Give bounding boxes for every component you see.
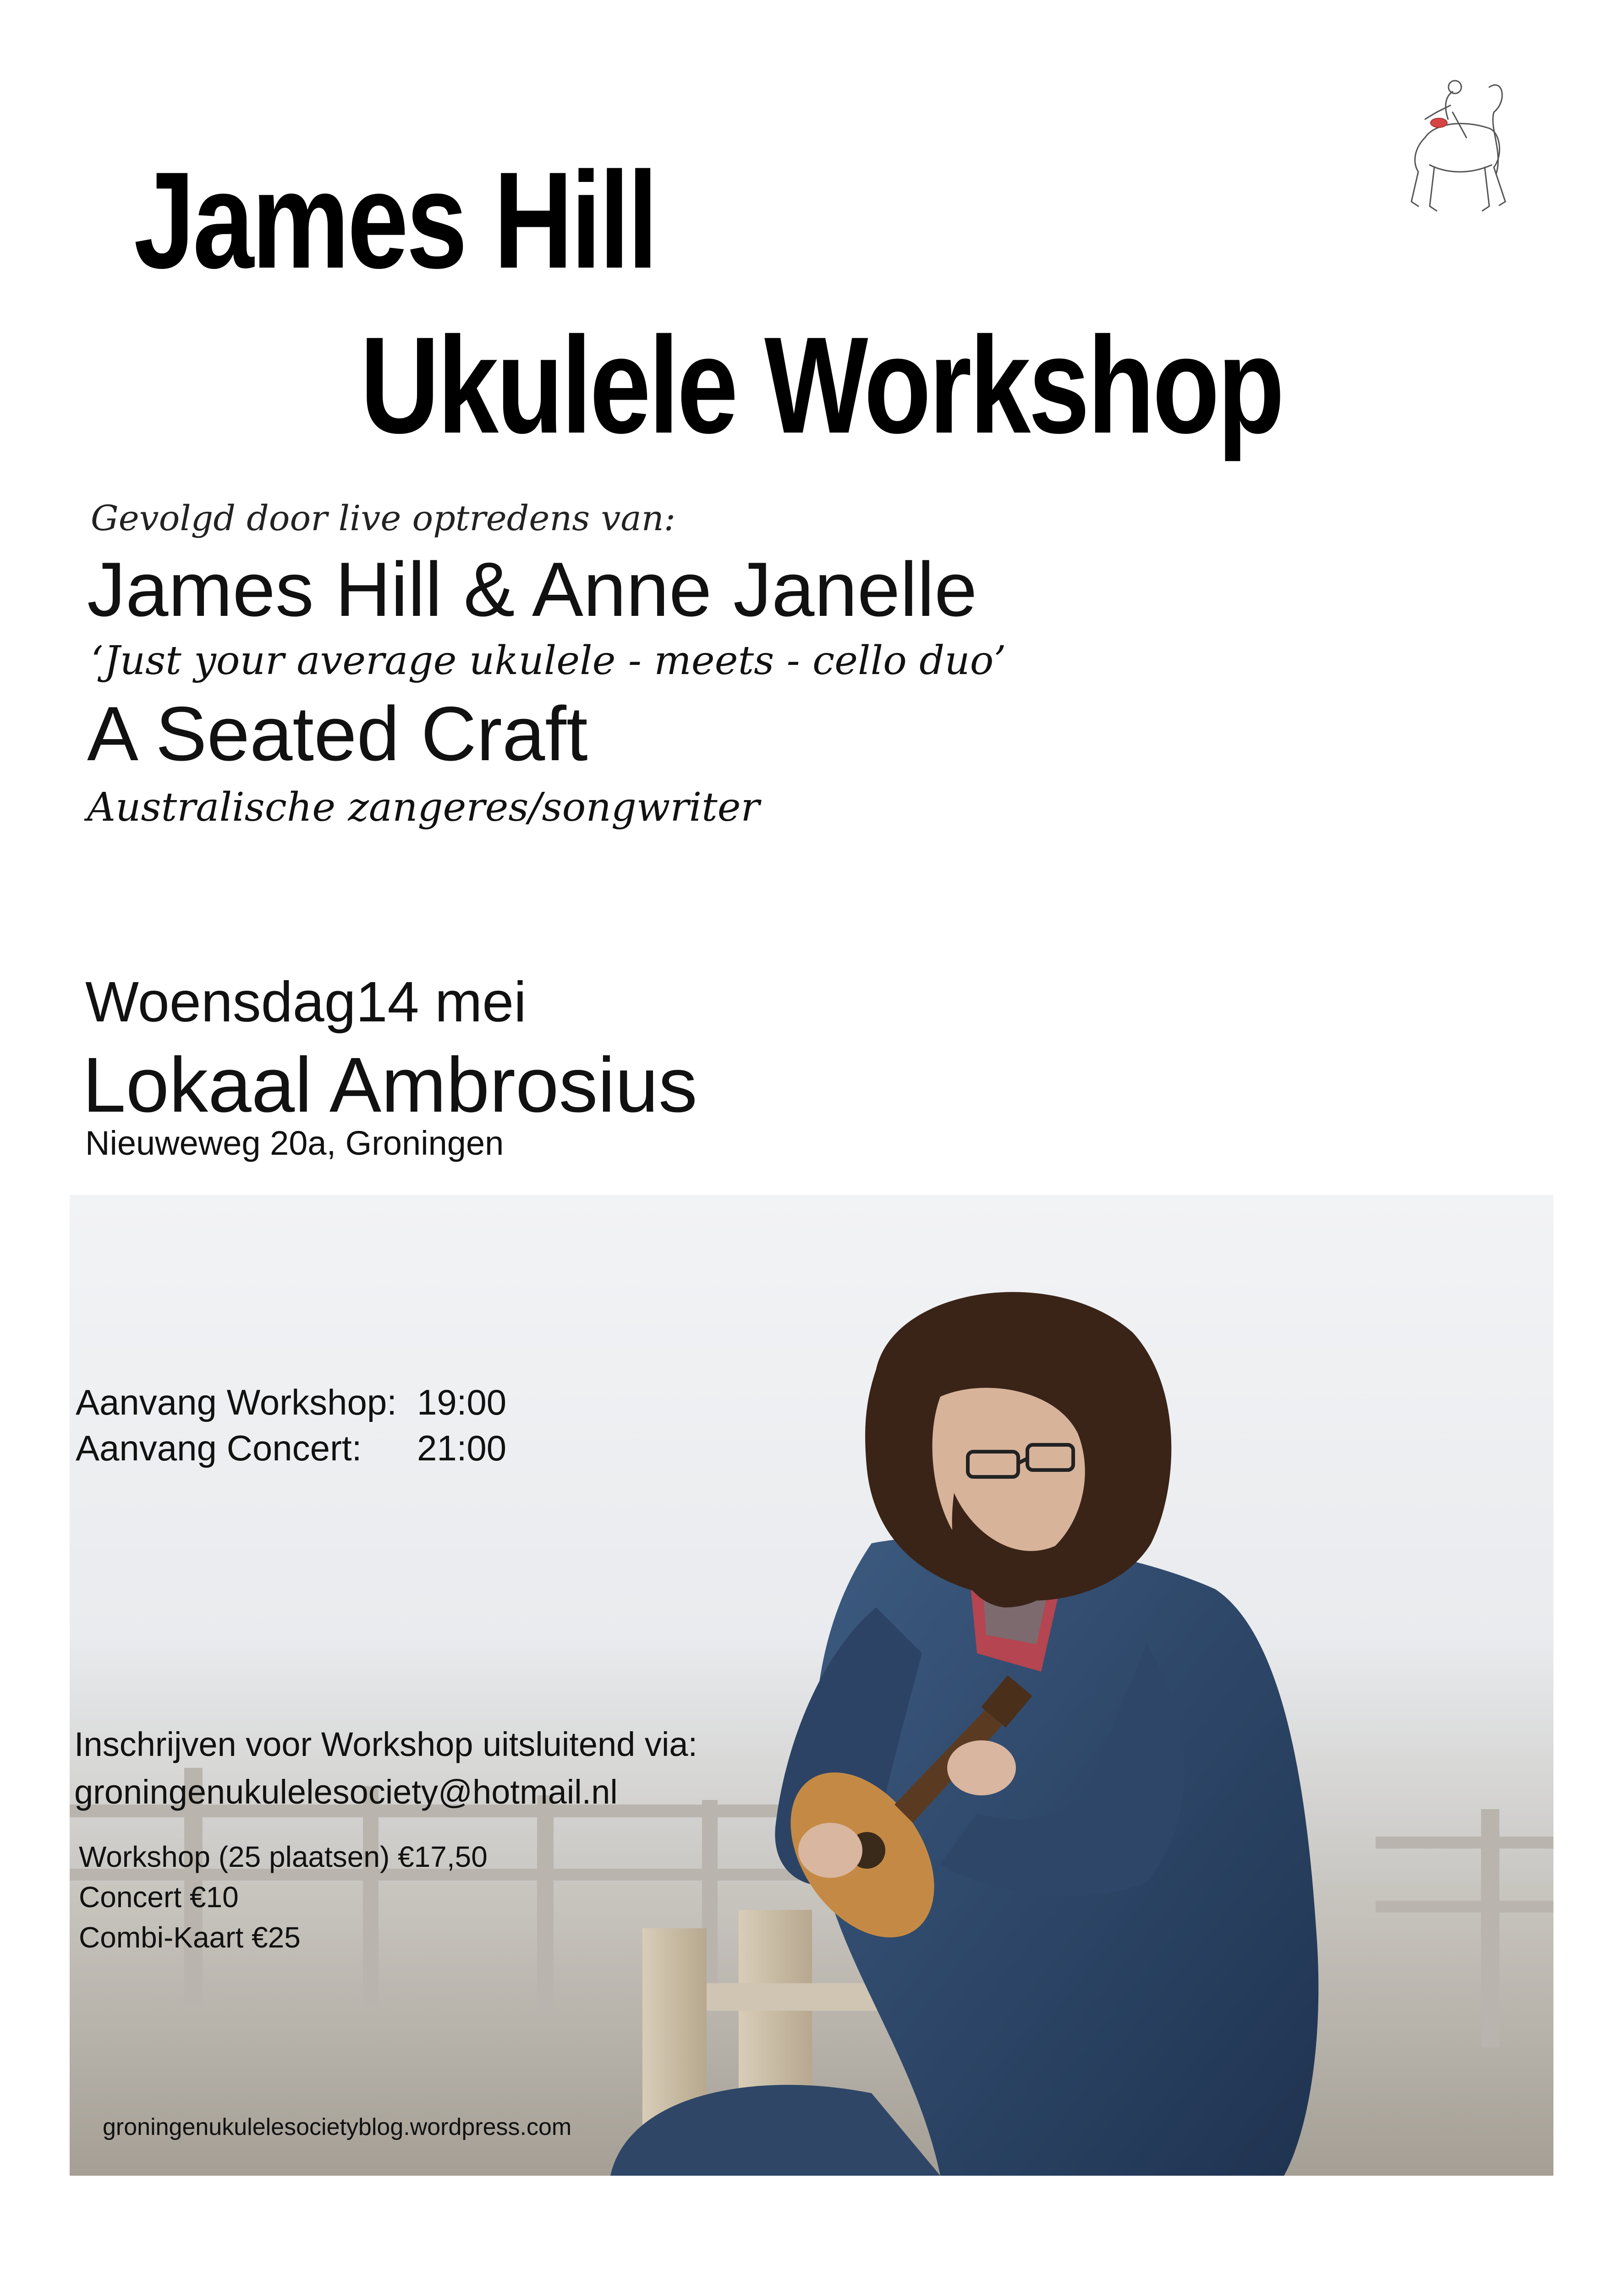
horse-rider-with-ukulele-icon (1398, 69, 1512, 234)
event-venue: Lokaal Ambrosius (82, 1042, 697, 1129)
performer-name-2: A Seated Craft (87, 691, 588, 777)
man-playing-ukulele-photo (70, 1195, 1553, 2176)
website-link[interactable]: groningenukulelesocietyblog.wordpress.com (103, 2114, 572, 2140)
title-line-1: James Hill (134, 143, 656, 297)
price-item: Workshop (25 plaatsen) €17,50 (79, 1840, 488, 1873)
title-line-2: Ukulele Workshop (360, 308, 1283, 462)
price-item: Combi-Kaart €25 (79, 1921, 301, 1954)
signup-text: Inschrijven voor Workshop uitsluitend via: (74, 1725, 698, 1763)
price-item: Concert €10 (79, 1881, 239, 1914)
start-time-value: 21:00 (417, 1428, 507, 1468)
start-times (76, 1379, 506, 1471)
start-time-label: Aanvang Concert: (76, 1428, 362, 1468)
start-time-workshop (76, 1379, 506, 1425)
performer-name-1: James Hill & Anne Janelle (87, 546, 977, 632)
event-date: Woensdag14 mei (85, 971, 527, 1034)
performer-description-1: ‘Just your average ukulele - meets - cello duo’ (91, 638, 1006, 684)
intro-text: Gevolgd door live optredens van: (91, 498, 676, 538)
event-address: Nieuweweg 20a, Groningen (85, 1124, 504, 1162)
start-time-value: 19:00 (417, 1382, 507, 1422)
start-time-label: Aanvang Workshop: (76, 1382, 397, 1422)
price-list (79, 1837, 488, 1958)
signup-info (74, 1721, 697, 1816)
start-time-concert (76, 1425, 506, 1471)
signup-email[interactable]: groningenukulelesociety@hotmail.nl (74, 1773, 618, 1811)
performer-description-2: Australische zangeres/songwriter (87, 784, 760, 830)
